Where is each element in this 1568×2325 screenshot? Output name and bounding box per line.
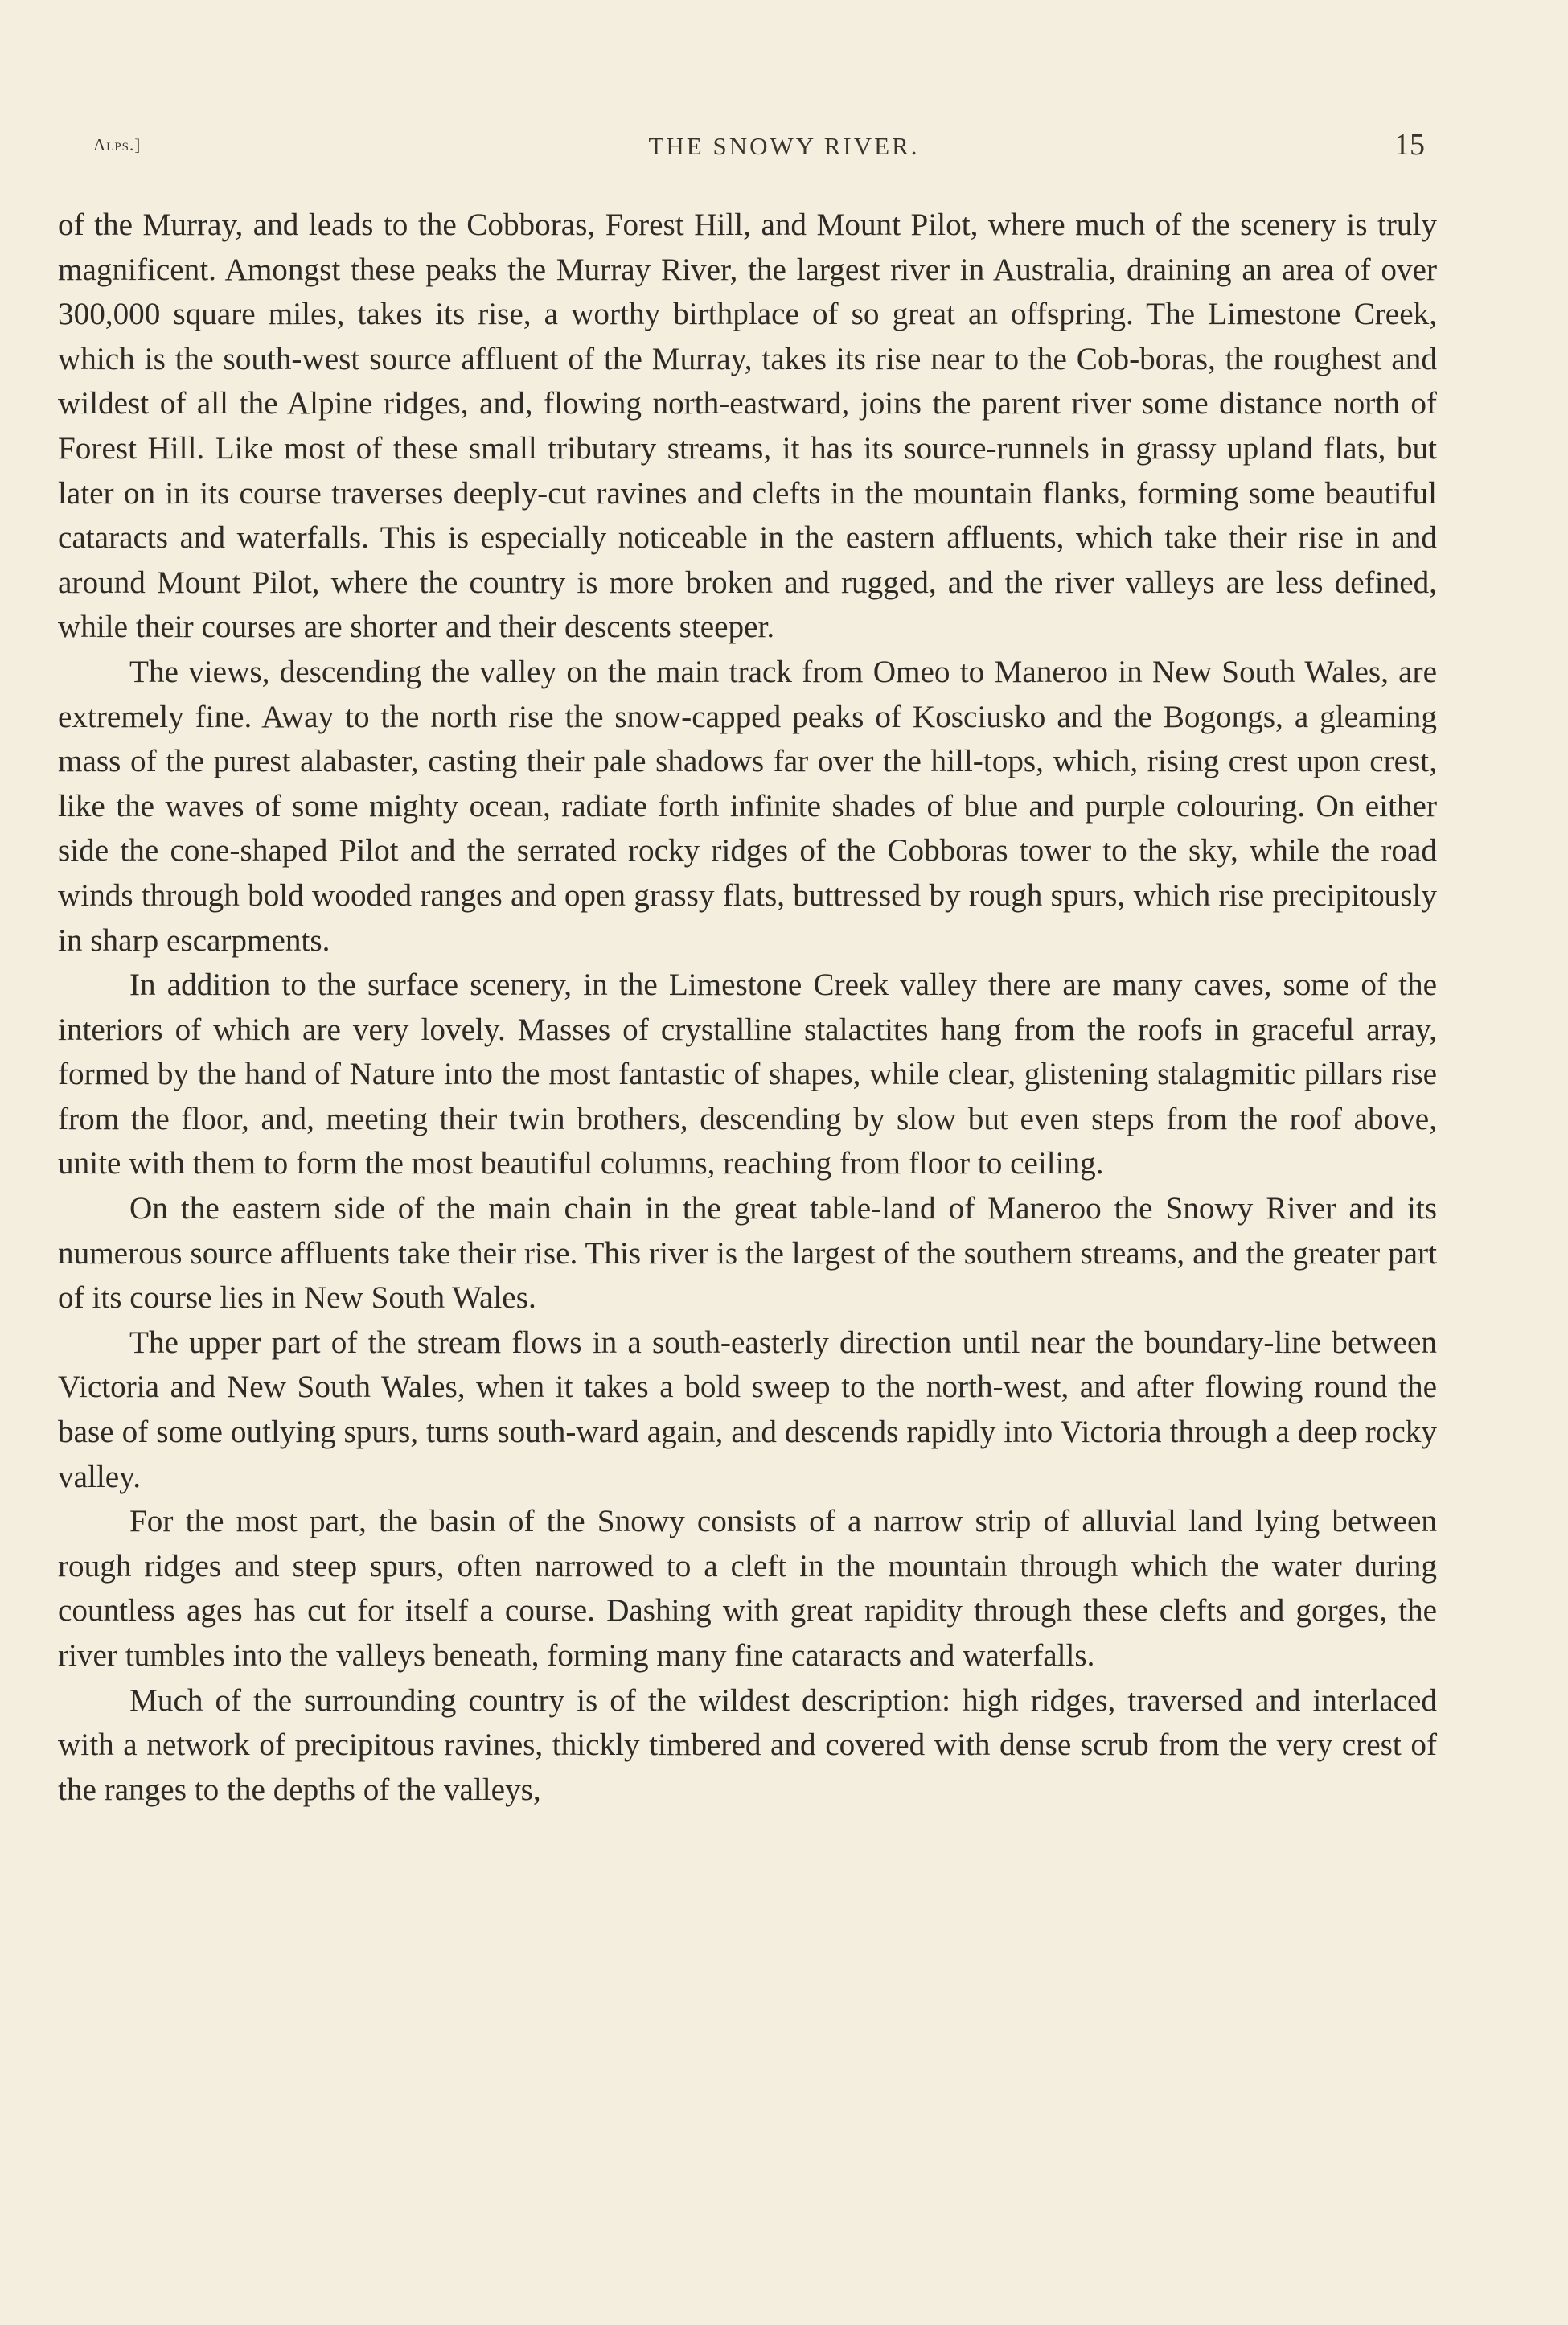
body-text — [58, 203, 1437, 1812]
paragraph: In addition to the surface scenery, in the Limestone Creek valley there are many caves, some of the interiors of which are very lovely. Masses of crystalline stalactites hang from the roofs in graceful array, formed by the hand of Nature into the most fantastic of shapes, while clear, glistening stalagmitic pillars rise from the floor, and, meeting their twin brothers, descending by slow but even steps from the roof above, unite with them to form the most beautiful columns, reaching from floor to ceiling. — [58, 967, 1437, 1181]
running-head — [0, 129, 1568, 169]
paragraph: On the eastern side of the main chain in the great table-land of Maneroo the Snowy River and its numerous source affluents take their rise. This river is the largest of the southern streams, and the greater part of its course lies in New South Wales. — [58, 1191, 1437, 1316]
running-title: THE SNOWY RIVER. — [648, 132, 920, 160]
paragraph: Much of the surrounding country is of the wildest description: high ridges, traversed and interlaced with a network of precipitous ravines, thickly timbered and covered with dense scrub from the very crest of the ranges to the depths of the valleys, — [58, 1682, 1437, 1807]
paragraph: The views, descending the valley on the main track from Omeo to Maneroo in New South Wales, are extremely fine. Away to the north rise the snow-capped peaks of Kosciusko and the Bogongs, a gleaming mass of the purest alabaster, casting their pale shadows far over the hill-tops, which, rising crest upon crest, like the waves of some mighty ocean, radiate forth infinite shades of blue and purple colouring. On either side the cone-shaped Pilot and the serrated rocky ridges of the Cobboras tower to the sky, while the road winds through bold wooded ranges and open grassy flats, buttressed by rough spurs, which rise precipitously in sharp escarpments. — [58, 654, 1437, 958]
paragraph: of the Murray, and leads to the Cobboras, Forest Hill, and Mount Pilot, where much of the scenery is truly magnificent. Amongst these peaks the Murray River, the largest river in Australia, draining an area of over 300,000 square miles, takes its rise, a worthy birthplace of so great an offspring. The Limestone Creek, which is the south-west source affluent of the Murray, takes its rise near to the Cob-boras, the roughest and wildest of all the Alpine ridges, and, flowing north-eastward, joins the parent river some distance north of Forest Hill. Like most of these small tributary streams, it has its source-runnels in grassy upland flats, but later on in its course traverses deeply-cut ravines and clefts in the mountain flanks, forming some beautiful cataracts and waterfalls. This is especially noticeable in the eastern affluents, which take their rise in and around Mount Pilot, where the country is more broken and rugged, and the river valleys are less defined, while their courses are shorter and their descents steeper. — [58, 207, 1437, 645]
paragraph: The upper part of the stream flows in a south-easterly direction until near the boundary-line between Victoria and New South Wales, when it takes a bold sweep to the north-west, and after flowing round the base of some outlying spurs, turns south-ward again, and descends rapidly into Victoria through a deep rocky valley. — [58, 1325, 1437, 1494]
paragraph: For the most part, the basin of the Snowy consists of a narrow strip of alluvial land lying between rough ridges and steep spurs, often narrowed to a cleft in the mountain through which the water during countless ages has cut for itself a course. Dashing with great rapidity through these clefts and gorges, the river tumbles into the valleys beneath, forming many fine cataracts and waterfalls. — [58, 1504, 1437, 1673]
section-mark: Alps.] — [93, 135, 142, 154]
page-number: 15 — [1394, 128, 1425, 162]
